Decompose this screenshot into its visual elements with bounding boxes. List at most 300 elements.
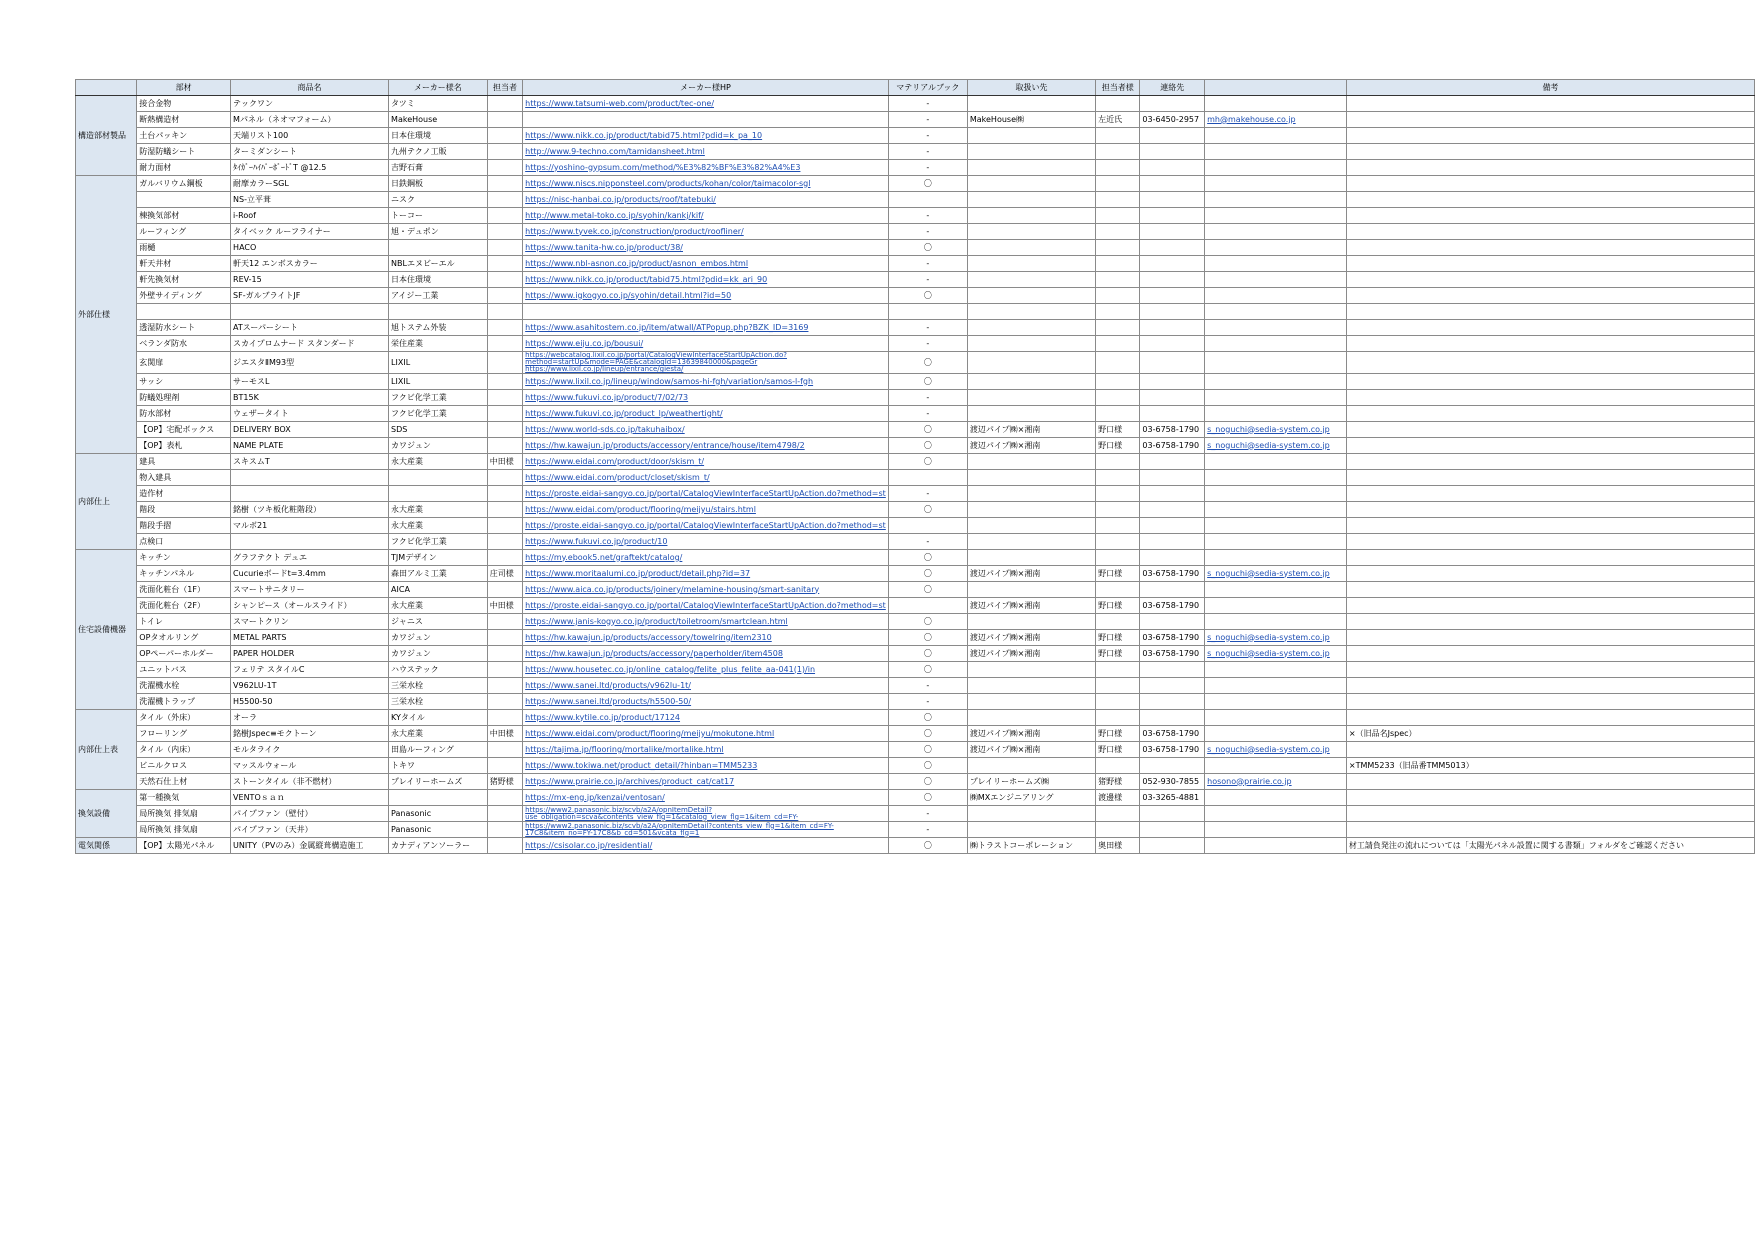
- maker-hp-link[interactable]: https://www.igkogyo.co.jp/syohin/detail.html?id=50: [523, 288, 889, 304]
- product-cell: シャンピース（オールスライド）: [231, 598, 389, 614]
- material-book-cell: [888, 518, 967, 534]
- contact-person-cell: 野口様: [1096, 630, 1140, 646]
- maker-hp-link[interactable]: https://tajima.jp/flooring/mortalike/mortalike.html: [523, 742, 889, 758]
- contact-person-cell: [1096, 550, 1140, 566]
- dealer-cell: [967, 336, 1095, 352]
- email-link[interactable]: hosono@prairie.co.jp: [1205, 774, 1347, 790]
- maker-cell: フクビ化学工業: [389, 406, 488, 422]
- notes-cell: [1346, 406, 1754, 422]
- staff-cell: [487, 806, 522, 822]
- maker-cell: 三栄水栓: [389, 678, 488, 694]
- table-row: [76, 390, 1755, 406]
- material-book-cell: -: [888, 406, 967, 422]
- email-link: [1205, 550, 1347, 566]
- dealer-cell: [967, 240, 1095, 256]
- email-link: [1205, 710, 1347, 726]
- notes-cell: [1346, 822, 1754, 838]
- table-row: [76, 438, 1755, 454]
- material-book-col-header: マテリアルブック: [888, 80, 967, 96]
- notes-cell: [1346, 518, 1754, 534]
- contact-person-cell: [1096, 710, 1140, 726]
- contact-person-cell: 野口様: [1096, 646, 1140, 662]
- maker-hp-link[interactable]: https://www.eiju.co.jp/bousui/: [523, 336, 889, 352]
- group-label: 内部仕上表: [76, 710, 137, 790]
- phone-cell: 03-6758-1790: [1140, 742, 1205, 758]
- product-cell: テックワン: [231, 96, 389, 112]
- email-link[interactable]: s_noguchi@sedia-system.co.jp: [1205, 422, 1347, 438]
- dealer-cell: [967, 352, 1095, 374]
- maker-cell: プレイリーホームズ: [389, 774, 488, 790]
- maker-cell: トーコー: [389, 208, 488, 224]
- phone-cell: [1140, 678, 1205, 694]
- maker-hp-link[interactable]: https://www.niscs.nipponsteel.com/products/kohan/color/taimacolor-sgl: [523, 176, 889, 192]
- material-book-cell: -: [888, 390, 967, 406]
- phone-cell: [1140, 304, 1205, 320]
- table-row: [76, 790, 1755, 806]
- maker-cell: Panasonic: [389, 822, 488, 838]
- product-cell: マルボ21: [231, 518, 389, 534]
- email-link: [1205, 192, 1347, 208]
- table-row: [76, 582, 1755, 598]
- maker-cell: NBLエヌビーエル: [389, 256, 488, 272]
- group-col-header: [76, 80, 137, 96]
- part-cell: 天然石仕上材: [137, 774, 231, 790]
- maker-cell: 永大産業: [389, 454, 488, 470]
- phone-cell: 052-930-7855: [1140, 774, 1205, 790]
- maker-cell: フクビ化学工業: [389, 534, 488, 550]
- table-row: [76, 758, 1755, 774]
- table-row: [76, 406, 1755, 422]
- phone-cell: [1140, 662, 1205, 678]
- notes-cell: [1346, 678, 1754, 694]
- email-link: [1205, 790, 1347, 806]
- material-book-cell: [888, 598, 967, 614]
- maker-hp-link[interactable]: https://www.eidai.com/product/flooring/meijyu/stairs.html: [523, 502, 889, 518]
- notes-cell: [1346, 288, 1754, 304]
- maker-hp-link[interactable]: http://www.metal-toko.co.jp/syohin/kankj/kif/: [523, 208, 889, 224]
- staff-cell: [487, 486, 522, 502]
- email-link[interactable]: s_noguchi@sedia-system.co.jp: [1205, 646, 1347, 662]
- maker-hp-link[interactable]: https://proste.eidai-sangyo.co.jp/portal/CatalogViewInterfaceStartUpAction.do?method=st: [523, 598, 889, 614]
- maker-cell: フクビ化学工業: [389, 390, 488, 406]
- maker-hp-link[interactable]: https://www.tyvek.co.jp/construction/product/roofliner/: [523, 224, 889, 240]
- staff-cell: [487, 406, 522, 422]
- maker-cell: AICA: [389, 582, 488, 598]
- staff-cell: [487, 550, 522, 566]
- maker-hp-link[interactable]: https://www2.panasonic.biz/scvb/a2A/opnItemDetail?contents_view_flg=1&item_cd=FY-17C8&item_no=FY-17C8&b_cd=501&vcata_flg=1: [523, 822, 889, 838]
- staff-cell: 猪野様: [487, 774, 522, 790]
- dealer-cell: [967, 694, 1095, 710]
- phone-cell: [1140, 614, 1205, 630]
- contact-person-cell: [1096, 128, 1140, 144]
- table-row: [76, 422, 1755, 438]
- notes-cell: [1346, 128, 1754, 144]
- email-link: [1205, 694, 1347, 710]
- notes-cell: [1346, 224, 1754, 240]
- notes-cell: [1346, 502, 1754, 518]
- maker-cell: 栄住産業: [389, 336, 488, 352]
- part-cell: 軒天井材: [137, 256, 231, 272]
- email-link: [1205, 128, 1347, 144]
- dealer-cell: [967, 614, 1095, 630]
- notes-cell: [1346, 240, 1754, 256]
- notes-cell: [1346, 694, 1754, 710]
- maker-cell: 森田アルミ工業: [389, 566, 488, 582]
- phone-cell: [1140, 822, 1205, 838]
- staff-cell: [487, 128, 522, 144]
- email-link[interactable]: s_noguchi@sedia-system.co.jp: [1205, 742, 1347, 758]
- maker-hp-link[interactable]: https://www.eidai.com/product/door/skism_t/: [523, 454, 889, 470]
- maker-hp-link[interactable]: https://hw.kawajun.jp/products/accessory/towelring/item2310: [523, 630, 889, 646]
- phone-cell: [1140, 806, 1205, 822]
- dealer-cell: プレイリーホームズ㈱: [967, 774, 1095, 790]
- product-col-header: 商品名: [231, 80, 389, 96]
- part-cell: 建具: [137, 454, 231, 470]
- table-body: [76, 96, 1755, 854]
- material-book-cell: -: [888, 128, 967, 144]
- notes-cell: [1346, 390, 1754, 406]
- maker-hp-link[interactable]: https://www.aica.co.jp/products/joinery/melamine-housing/smart-sanitary: [523, 582, 889, 598]
- maker-hp-link[interactable]: https://mx-eng.jp/kenzai/ventosan/: [523, 790, 889, 806]
- maker-hp-link[interactable]: https://www.eidai.com/product/flooring/meijyu/mokutone.html: [523, 726, 889, 742]
- material-book-cell: 〇: [888, 566, 967, 582]
- maker-hp-link[interactable]: https://www.world-sds.co.jp/takuhaibox/: [523, 422, 889, 438]
- dealer-cell: [967, 192, 1095, 208]
- email-link: [1205, 518, 1347, 534]
- staff-cell: [487, 710, 522, 726]
- contact-person-cell: 左近氏: [1096, 112, 1140, 128]
- maker-hp-link[interactable]: https://my.ebook5.net/graftekt/catalog/: [523, 550, 889, 566]
- maker-hp-link[interactable]: https://csisolar.co.jp/residential/: [523, 838, 889, 854]
- staff-cell: [487, 822, 522, 838]
- email-link: [1205, 374, 1347, 390]
- part-cell: [137, 304, 231, 320]
- material-book-cell: -: [888, 208, 967, 224]
- dealer-col-header: 取扱い先: [967, 80, 1095, 96]
- part-cell: キッチンパネル: [137, 566, 231, 582]
- product-spreadsheet: [75, 79, 1755, 854]
- maker-hp-link[interactable]: https://hw.kawajun.jp/products/accessory/paperholder/item4508: [523, 646, 889, 662]
- maker-hp-link[interactable]: https://www.asahitostem.co.jp/item/atwall/ATPopup.php?BZK_ID=3169: [523, 320, 889, 336]
- part-cell: 接合金物: [137, 96, 231, 112]
- product-cell: ATスーパーシート: [231, 320, 389, 336]
- notes-cell: ×（旧品名Jspec）: [1346, 726, 1754, 742]
- table-row: [76, 502, 1755, 518]
- part-cell: 土台パッキン: [137, 128, 231, 144]
- email-link[interactable]: mh@makehouse.co.jp: [1205, 112, 1347, 128]
- maker-hp-link[interactable]: https://www.prairie.co.jp/archives/product_cat/cat17: [523, 774, 889, 790]
- email-link[interactable]: s_noguchi@sedia-system.co.jp: [1205, 438, 1347, 454]
- material-book-cell: 〇: [888, 662, 967, 678]
- maker-cell: カナディアンソーラー: [389, 838, 488, 854]
- material-book-cell: 〇: [888, 352, 967, 374]
- phone-cell: 03-6758-1790: [1140, 598, 1205, 614]
- notes-cell: [1346, 454, 1754, 470]
- dealer-cell: [967, 128, 1095, 144]
- email-link: [1205, 614, 1347, 630]
- contact-person-cell: [1096, 336, 1140, 352]
- email-link: [1205, 598, 1347, 614]
- table-row: [76, 288, 1755, 304]
- contact-person-cell: [1096, 406, 1140, 422]
- part-cell: [137, 192, 231, 208]
- email-link: [1205, 758, 1347, 774]
- phone-cell: [1140, 240, 1205, 256]
- phone-cell: 03-6758-1790: [1140, 630, 1205, 646]
- contact-person-cell: [1096, 272, 1140, 288]
- maker-cell: ニスク: [389, 192, 488, 208]
- part-cell: タイル（内床）: [137, 742, 231, 758]
- product-cell: BT15K: [231, 390, 389, 406]
- contact-person-cell: [1096, 470, 1140, 486]
- staff-cell: [487, 502, 522, 518]
- notes-cell: [1346, 192, 1754, 208]
- maker-cell: 永大産業: [389, 598, 488, 614]
- table-row: [76, 128, 1755, 144]
- maker-cell: 永大産業: [389, 502, 488, 518]
- notes-cell: [1346, 550, 1754, 566]
- table-row: [76, 160, 1755, 176]
- maker-hp-link[interactable]: https://www.eidai.com/product/closet/skism_t/: [523, 470, 889, 486]
- staff-cell: [487, 678, 522, 694]
- dealer-cell: 渡辺パイプ㈱×湘南: [967, 742, 1095, 758]
- contact-person-cell: [1096, 192, 1140, 208]
- dealer-cell: [967, 390, 1095, 406]
- material-book-cell: -: [888, 112, 967, 128]
- staff-cell: [487, 240, 522, 256]
- part-cell: 第一種換気: [137, 790, 231, 806]
- material-book-cell: -: [888, 272, 967, 288]
- maker-hp-link[interactable]: https://www.janis-kogyo.co.jp/product/toiletroom/smartclean.html: [523, 614, 889, 630]
- notes-cell: [1346, 272, 1754, 288]
- maker-cell: TJMデザイン: [389, 550, 488, 566]
- dealer-cell: [967, 486, 1095, 502]
- table-row: [76, 774, 1755, 790]
- group-label: 換気設備: [76, 790, 137, 838]
- dealer-cell: [967, 96, 1095, 112]
- maker-hp-link[interactable]: https://hw.kawajun.jp/products/accessory/entrance/house/item4798/2: [523, 438, 889, 454]
- staff-cell: [487, 224, 522, 240]
- email-link: [1205, 240, 1347, 256]
- maker-hp-link[interactable]: https://www.moritaalumi.co.jp/product/detail.php?id=37: [523, 566, 889, 582]
- product-cell: ﾀｲｶﾞｰﾊｲﾊﾟｰﾎﾞｰﾄﾞT @12.5: [231, 160, 389, 176]
- maker-hp-link[interactable]: https://www.fukuvi.co.jp/product/10: [523, 534, 889, 550]
- product-cell: Mパネル（ネオマフォーム）: [231, 112, 389, 128]
- material-book-cell: 〇: [888, 550, 967, 566]
- maker-hp-link[interactable]: https://www2.panasonic.biz/scvb/a2A/opnItemDetail?use_obligation=scva&contents_view_flg=1&catalog_view_flg=1&item_cd=FY-: [523, 806, 889, 822]
- maker-hp-link[interactable]: https://nisc-hanbai.co.jp/products/roof/tatebuki/: [523, 192, 889, 208]
- phone-cell: [1140, 694, 1205, 710]
- table-row: [76, 678, 1755, 694]
- phone-cell: [1140, 550, 1205, 566]
- maker-hp-link[interactable]: https://www.kytile.co.jp/product/17124: [523, 710, 889, 726]
- part-cell: 外壁サイディング: [137, 288, 231, 304]
- email-link: [1205, 160, 1347, 176]
- staff-cell: [487, 160, 522, 176]
- table-row: [76, 240, 1755, 256]
- notes-cell: [1346, 806, 1754, 822]
- phone-cell: [1140, 470, 1205, 486]
- phone-cell: 03-3265-4881: [1140, 790, 1205, 806]
- email-link: [1205, 582, 1347, 598]
- email-link: [1205, 502, 1347, 518]
- dealer-cell: [967, 272, 1095, 288]
- part-cell: ユニットバス: [137, 662, 231, 678]
- staff-cell: [487, 96, 522, 112]
- email-link[interactable]: s_noguchi@sedia-system.co.jp: [1205, 630, 1347, 646]
- maker-hp-link[interactable]: https://www.sanei.ltd/products/v962lu-1t/: [523, 678, 889, 694]
- table-row: [76, 806, 1755, 822]
- product-cell: METAL PARTS: [231, 630, 389, 646]
- part-col-header: 部材: [137, 80, 231, 96]
- dealer-cell: [967, 454, 1095, 470]
- part-cell: 雨樋: [137, 240, 231, 256]
- maker-hp-link[interactable]: https://www.fukuvi.co.jp/product_lp/weathertight/: [523, 406, 889, 422]
- product-cell: 軒天12 エンボスカラー: [231, 256, 389, 272]
- product-cell: マッスルウォール: [231, 758, 389, 774]
- maker-hp-link[interactable]: https://www.tatsumi-web.com/product/tec-one/: [523, 96, 889, 112]
- maker-cell: LIXIL: [389, 374, 488, 390]
- product-cell: [231, 470, 389, 486]
- table-row: [76, 208, 1755, 224]
- notes-cell: [1346, 304, 1754, 320]
- table-row: [76, 694, 1755, 710]
- dealer-cell: 渡辺パイプ㈱×湘南: [967, 630, 1095, 646]
- product-cell: 天端リスト100: [231, 128, 389, 144]
- staff-cell: 中田様: [487, 598, 522, 614]
- staff-cell: [487, 582, 522, 598]
- maker-hp-link[interactable]: https://www.nikk.co.jp/product/tabid75.html?pdid=kk_ari_90: [523, 272, 889, 288]
- notes-cell: [1346, 710, 1754, 726]
- maker-hp-link[interactable]: https://www.lixil.co.jp/lineup/window/samos-hi-fgh/variation/samos-l-fgh: [523, 374, 889, 390]
- phone-cell: [1140, 710, 1205, 726]
- product-cell: サーモスL: [231, 374, 389, 390]
- staff-cell: [487, 630, 522, 646]
- product-cell: 銘樹（ツキ板化粧階段）: [231, 502, 389, 518]
- material-book-cell: -: [888, 694, 967, 710]
- contact-person-cell: 野口様: [1096, 598, 1140, 614]
- material-book-cell: -: [888, 534, 967, 550]
- table-row: [76, 454, 1755, 470]
- notes-cell: [1346, 96, 1754, 112]
- maker-cell: [389, 486, 488, 502]
- contact-person-cell: [1096, 240, 1140, 256]
- product-cell: オーラ: [231, 710, 389, 726]
- maker-hp-link[interactable]: https://www.nikk.co.jp/product/tabid75.html?pdid=k_pa_10: [523, 128, 889, 144]
- email-link: [1205, 224, 1347, 240]
- email-link: [1205, 534, 1347, 550]
- maker-hp-link[interactable]: https://webcatalog.lixil.co.jp/portal/CatalogViewInterfaceStartUpAction.do?method=startUp&mode=PAGE&catalogId=13639840000&pageGr https://www.lixil.co.jp/lineup/entrance/giesta/: [523, 352, 889, 374]
- part-cell: ルーフィング: [137, 224, 231, 240]
- notes-cell: [1346, 144, 1754, 160]
- staff-cell: [487, 352, 522, 374]
- product-cell: i-Roof: [231, 208, 389, 224]
- staff-cell: [487, 470, 522, 486]
- notes-cell: [1346, 534, 1754, 550]
- dealer-cell: [967, 502, 1095, 518]
- email-link: [1205, 320, 1347, 336]
- notes-cell: [1346, 256, 1754, 272]
- part-cell: サッシ: [137, 374, 231, 390]
- dealer-cell: [967, 256, 1095, 272]
- phone-cell: [1140, 224, 1205, 240]
- staff-cell: [487, 614, 522, 630]
- notes-cell: [1346, 422, 1754, 438]
- contact-person-cell: 渡邊様: [1096, 790, 1140, 806]
- email-link: [1205, 726, 1347, 742]
- dealer-cell: [967, 758, 1095, 774]
- part-cell: 洗面化粧台（1F）: [137, 582, 231, 598]
- staff-cell: [487, 256, 522, 272]
- table-row: [76, 224, 1755, 240]
- material-book-cell: [888, 192, 967, 208]
- email-link: [1205, 144, 1347, 160]
- staff-cell: [487, 534, 522, 550]
- phone-cell: 03-6758-1790: [1140, 566, 1205, 582]
- material-book-cell: 〇: [888, 614, 967, 630]
- staff-cell: [487, 742, 522, 758]
- phone-col-header: 連絡先: [1140, 80, 1205, 96]
- maker-hp-link[interactable]: https://www.tokiwa.net/product_detail/?hinban=TMM5233: [523, 758, 889, 774]
- product-cell: NAME PLATE: [231, 438, 389, 454]
- part-cell: 防水部材: [137, 406, 231, 422]
- material-book-cell: 〇: [888, 582, 967, 598]
- contact-person-cell: [1096, 320, 1140, 336]
- table-row: [76, 646, 1755, 662]
- contact-person-cell: [1096, 160, 1140, 176]
- staff-cell: [487, 208, 522, 224]
- maker-hp-link[interactable]: https://yoshino-gypsum.com/method/%E3%82%BF%E3%82%A4%E3: [523, 160, 889, 176]
- maker-hp-link[interactable]: https://www.sanei.ltd/products/h5500-50/: [523, 694, 889, 710]
- dealer-cell: 渡辺パイプ㈱×湘南: [967, 438, 1095, 454]
- table-row: [76, 192, 1755, 208]
- maker-cell: カワジュン: [389, 646, 488, 662]
- material-book-cell: [888, 470, 967, 486]
- staff-cell: [487, 112, 522, 128]
- notes-cell: [1346, 614, 1754, 630]
- email-link: [1205, 470, 1347, 486]
- staff-cell: [487, 662, 522, 678]
- part-cell: 洗面化粧台（2F）: [137, 598, 231, 614]
- dealer-cell: [967, 710, 1095, 726]
- contact-person-cell: [1096, 304, 1140, 320]
- staff-cell: [487, 288, 522, 304]
- part-cell: 玄関扉: [137, 352, 231, 374]
- maker-hp-link[interactable]: https://proste.eidai-sangyo.co.jp/portal/CatalogViewInterfaceStartUpAction.do?method=st: [523, 486, 889, 502]
- phone-cell: [1140, 352, 1205, 374]
- part-cell: ベランダ防水: [137, 336, 231, 352]
- contact-person-cell: [1096, 374, 1140, 390]
- maker-hp-link[interactable]: https://www.fukuvi.co.jp/product/7/02/73: [523, 390, 889, 406]
- material-book-cell: -: [888, 678, 967, 694]
- notes-cell: [1346, 790, 1754, 806]
- maker-hp-link[interactable]: http://www.9-techno.com/tamidansheet.html: [523, 144, 889, 160]
- material-book-cell: -: [888, 320, 967, 336]
- staff-cell: [487, 422, 522, 438]
- maker-hp-link[interactable]: https://www.tanita-hw.co.jp/product/38/: [523, 240, 889, 256]
- dealer-cell: [967, 374, 1095, 390]
- dealer-cell: [967, 518, 1095, 534]
- email-link[interactable]: s_noguchi@sedia-system.co.jp: [1205, 566, 1347, 582]
- notes-cell: [1346, 566, 1754, 582]
- material-book-cell: 〇: [888, 758, 967, 774]
- maker-hp-link[interactable]: https://proste.eidai-sangyo.co.jp/portal/CatalogViewInterfaceStartUpAction.do?method=st: [523, 518, 889, 534]
- maker-hp-link[interactable]: https://www.housetec.co.jp/online_catalog/felite_plus_felite_aa-041(1)/in: [523, 662, 889, 678]
- maker-hp-link[interactable]: https://www.nbl-asnon.co.jp/product/asnon_embos.html: [523, 256, 889, 272]
- table-row: [76, 598, 1755, 614]
- dealer-cell: MakeHouse㈱: [967, 112, 1095, 128]
- contact-person-cell: [1096, 662, 1140, 678]
